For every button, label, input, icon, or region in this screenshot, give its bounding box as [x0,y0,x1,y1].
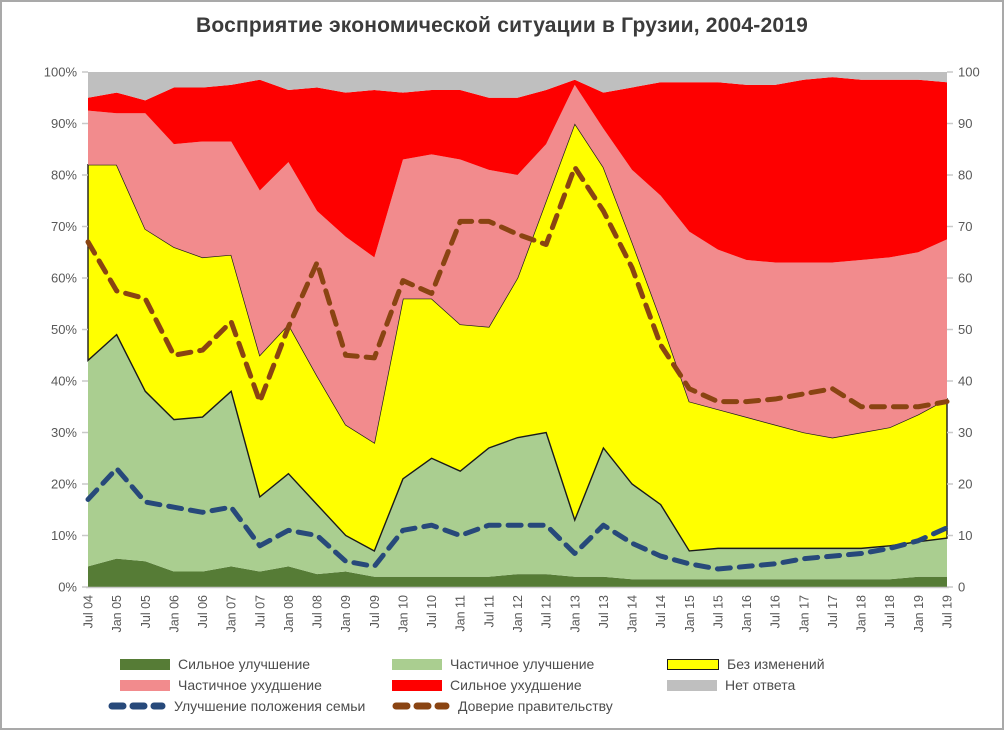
y-axis-label-right: 80 [958,167,973,183]
x-axis-label: Jan 11 [453,595,468,632]
y-axis-label-right: 0 [958,579,966,595]
x-axis-label: Jan 06 [167,595,182,633]
x-axis-label: Jan 12 [511,595,525,633]
y-axis-label-right: 50 [958,322,973,337]
y-axis-label-right: 70 [958,219,973,234]
x-axis-label: Jul 10 [425,595,440,629]
y-axis-label-left: 50% [50,322,77,337]
legend-item-4 [392,678,582,692]
y-axis-label-left: 0% [58,579,77,595]
x-axis-label: Jul 14 [654,595,669,629]
x-axis-label: Jul 11 [482,595,497,628]
legend-swatch-area [392,680,442,691]
x-axis-label: Jul 08 [310,595,325,629]
x-axis-label: Jul 05 [138,595,153,629]
legend-swatch-area [667,659,719,670]
y-axis-label-right: 40 [958,373,973,389]
legend-label: Нет ответа [725,677,796,693]
chart-title: Восприятие экономической ситуации в Грузии, 2004-2019 [196,14,808,37]
legend-swatch-area [667,680,717,691]
legend-label: Улучшение положения семьи [174,698,366,714]
x-axis-label: Jul 13 [596,595,611,629]
x-axis-label: Jul 12 [539,595,554,629]
x-axis-label: Jan 07 [224,595,239,633]
x-axis-label: Jul 07 [253,595,268,629]
x-axis-label: Jan 13 [568,595,583,633]
legend-swatch-line [392,700,450,712]
legend-label: Частичное улучшение [450,656,595,672]
legend-label: Сильное улучшение [178,656,311,672]
x-axis-label: Jul 18 [883,595,898,629]
legend-swatch-line [108,700,166,712]
plot-area [2,2,1002,728]
x-axis-label: Jul 17 [825,595,840,629]
legend-item-0 [120,657,310,671]
legend-label: Доверие правительству [458,698,613,714]
y-axis-label-left: 20% [50,476,77,492]
y-axis-label-left: 80% [50,167,77,183]
x-axis-label: Jan 14 [625,595,640,633]
legend-item-1 [392,657,594,671]
y-axis-label-left: 100% [43,64,77,80]
x-axis-label: Jan 08 [281,595,296,633]
y-axis-label-left: 30% [50,425,77,440]
legend-label: Без изменений [727,656,825,672]
y-axis-label-right: 100 [958,64,980,80]
y-axis-label-left: 40% [50,373,77,389]
x-axis-label: Jan 10 [396,595,411,633]
y-axis-label-right: 20 [958,476,973,492]
legend-item-2 [667,657,825,671]
y-axis-label-left: 70% [50,219,77,234]
y-axis-label-right: 30 [958,425,973,440]
legend-item-5 [667,678,795,692]
x-axis-label: Jan 05 [110,595,125,633]
x-axis-label: Jan 18 [854,595,869,633]
x-axis-label: Jan 09 [339,595,354,633]
legend-label: Частичное ухудшение [178,677,322,693]
y-axis-label-right: 90 [958,116,973,131]
x-axis-label: Jan 17 [797,595,812,633]
legend-item-line-1 [392,699,613,713]
x-axis-label: Jul 09 [367,595,382,629]
legend-swatch-area [120,659,170,670]
y-axis-label-left: 10% [50,528,77,543]
x-axis-label: Jan 16 [740,595,755,633]
legend-swatch-area [120,680,170,691]
legend-swatch-area [392,659,442,670]
x-axis-label: Jul 15 [711,595,726,629]
y-axis-label-left: 60% [50,270,77,286]
y-axis-label-right: 60 [958,270,973,286]
legend-label: Сильное ухудшение [450,677,582,693]
y-axis-label-right: 10 [958,528,973,543]
legend-item-3 [120,678,322,692]
y-axis-label-left: 90% [50,116,77,131]
x-axis-label: Jul 19 [940,595,955,629]
x-axis-label: Jan 15 [682,595,697,633]
x-axis-label: Jul 06 [196,595,211,629]
legend-item-line-0 [108,699,365,713]
x-axis-label: Jul 16 [768,595,783,629]
x-axis-label: Jul 04 [81,595,96,629]
x-axis-label: Jan 19 [911,595,926,633]
